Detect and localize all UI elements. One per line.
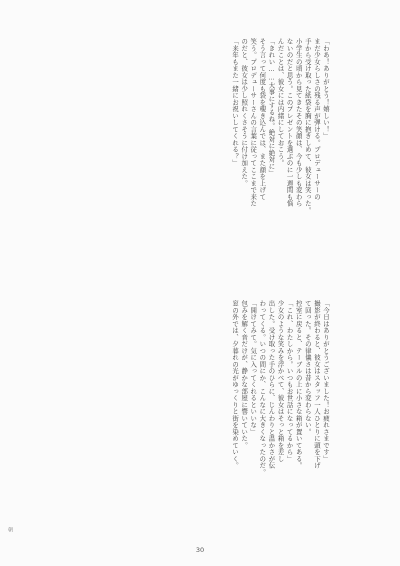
text-column: 窓の外では、夕暮れの光がゆっくりと街を染めていく。 — [231, 300, 240, 469]
lower-text-block — [87, 300, 330, 538]
margin-mark: 朝 — [7, 527, 13, 532]
text-column: 「これ、わたしから。いつもお世話になってるから」 — [285, 300, 294, 462]
text-column: 「来年もまた一緒にお祝いしてくれる？」 — [231, 38, 240, 167]
text-column: 包みを解く音だけが、静かな部屋に響いていた。 — [240, 300, 249, 449]
text-column: 「わあ！ありがとう！嬉しい！」 — [322, 38, 330, 140]
upper-text-block — [87, 38, 330, 276]
text-column: 少女のような笑みを浮かべて、彼女はそっと箱を差し — [276, 300, 285, 462]
text-column: て回った。その律儀さは昔から変わらない。 — [303, 300, 312, 435]
text-column: 撮影が終わると、彼女はスタッフ一人ひとりに頭を下げ — [312, 300, 321, 469]
text-column: 「開けてみて。気に入ってくれるといいな」 — [249, 300, 258, 435]
text-column: そう言って何度も袋を覗き込んでは、また顔を上げて — [258, 38, 267, 200]
text-column: 控室に戻ると、テーブルの上に小さな箱が置いてある。 — [294, 300, 303, 469]
text-column: 笑う。プロデューサーさんの言葉に従ってここまで来た — [249, 38, 258, 207]
text-column: まだ少女らしさの残る声が弾ける。プロデューサーの — [312, 38, 321, 200]
text-column: 「今日はありがとうございました！お疲れさまです」 — [322, 300, 330, 462]
text-column: 小学生の頃から見てきたその笑顔は、今も少しも変わら — [294, 38, 303, 207]
text-column: のだと、彼女は少し照れくさそうに付け加えた。 — [240, 38, 249, 187]
text-column: 「きれい……大事にするね。絶対に絶対に」 — [267, 38, 276, 177]
text-column: 手から受け取った紙袋を胸に抱きしめて、彼女は笑った。 — [303, 38, 312, 214]
page-number: 30 — [195, 546, 205, 554]
text-column: わってくる。いつの間にか、こんなに大きくなったのだ。 — [258, 300, 267, 476]
text-column: ないのだと思う。このプレゼントを選ぶのに一週間も悩 — [285, 38, 294, 207]
text-column: 出した。受け取った手のひらに、じんわりと温かさが伝 — [267, 300, 276, 469]
text-column: んだことは、彼女には内緒にしておこう。 — [276, 38, 285, 167]
